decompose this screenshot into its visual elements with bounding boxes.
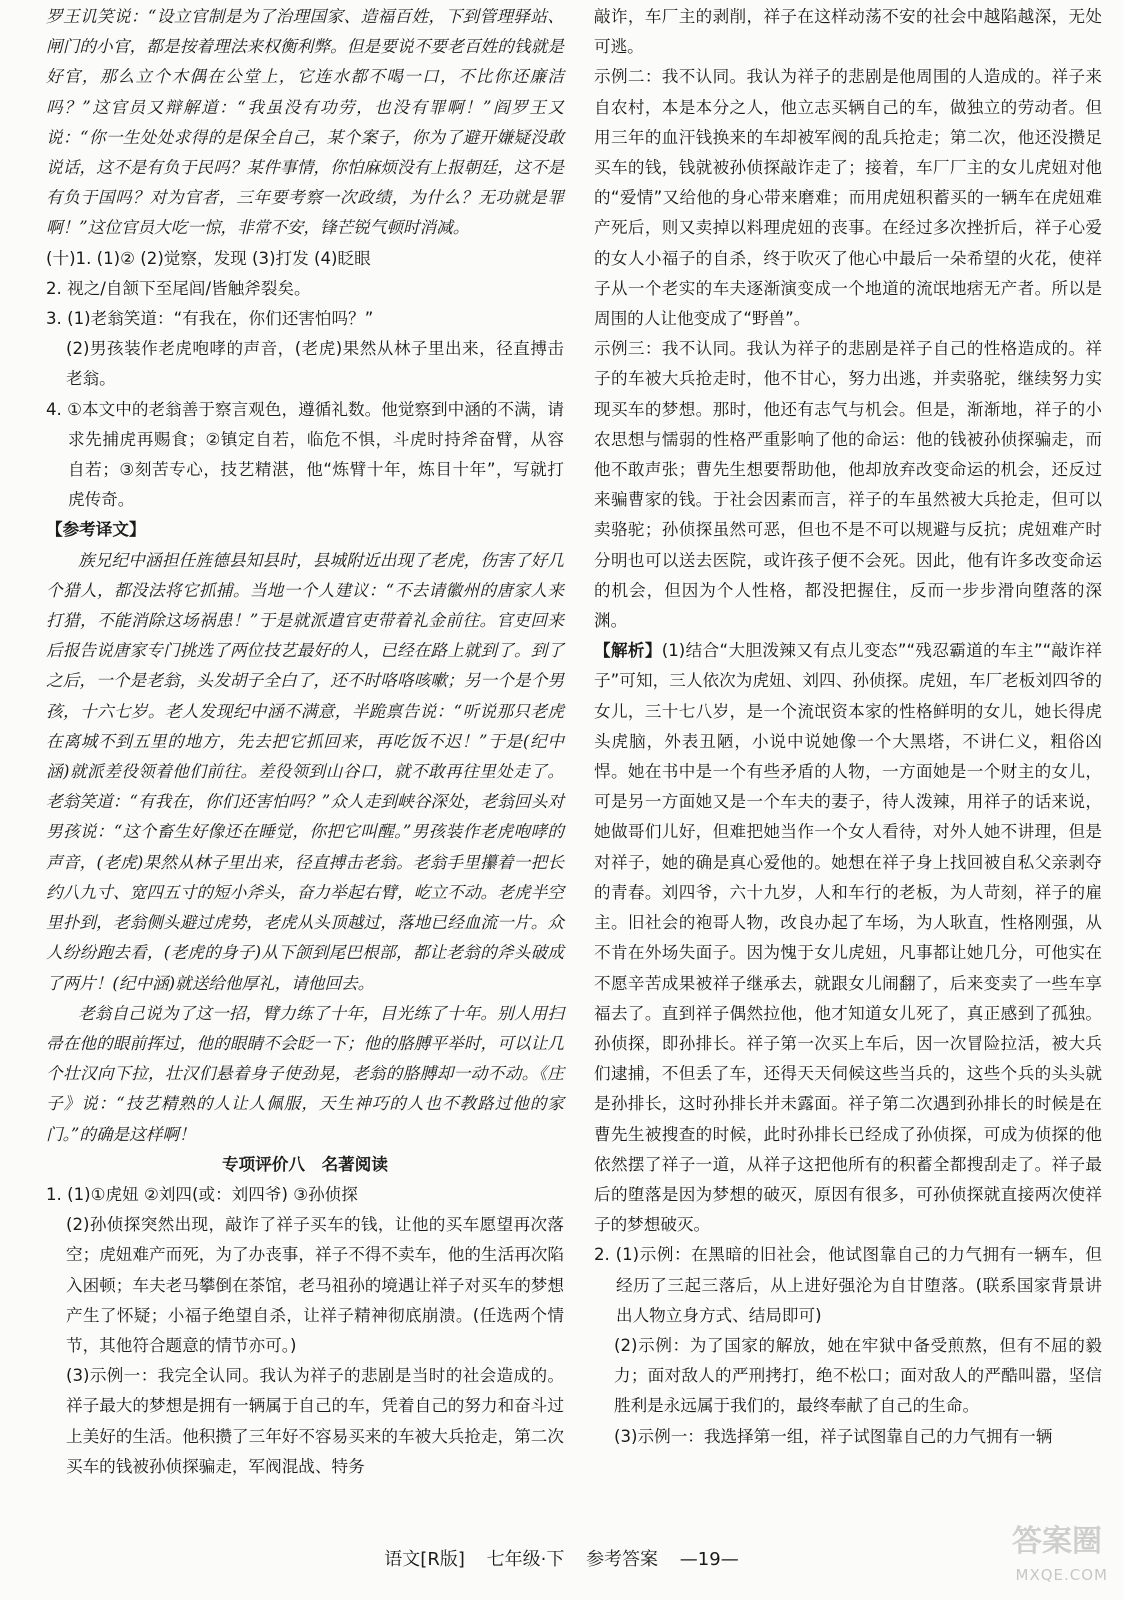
example2: 示例二：我不认同。我认为祥子的悲剧是他周围的人造成的。祥子来自农村，本是本分之人，他立志买辆自己的车，做独立的劳动者。但用三年的血汗钱换来的车却被军阀的乱兵抢走；第二次，他还没攒足买车的钱，钱就被孙侦探敲诈走了；接着，车厂厂主的女儿虎妞对他的“爱情”又给他的身心带来磨难；而用虎妞积蓄买的一辆车在虎妞难产死后，则又卖掉以料理虎妞的丧事。在经过多次挫折后，祥子心爱的女人小福子的自杀，终于吹灭了他心中最后一朵希望的火花，使祥子从一个老实的车夫逐渐演变成一个地道的流氓地痞无产者。所以是周围的人让他变成了“野兽”。 (594, 67, 1102, 329)
reference-translation-p1: 族兄纪中涵担任旌德县知县时，县城附近出现了老虎，伤害了好几个猎人，都没法将它抓捕。当地一个人建议：“不去请徽州的唐家人来打猎，不能消除这场祸患！”于是就派遣官吏带着礼金前往。官吏回来后报告说唐家专门挑选了两位技艺最好的人，已经在路上就到了。到了之后，一个是老翁，头发胡子全白了，还不时咯咯咳嗽；另一个是个男孩，十六七岁。老人发现纪中涵不满意，半跪禀告说：“听说那只老虎在离城不到五里的地方，先去把它抓回来，再吃饭不迟！”于是(纪中涵)就派差役领着他们前往。差役领到山谷口，就不敢再往里处走了。老翁笑道：“有我在，你们还害怕吗？”众人走到峡谷深处，老翁回头对男孩说：“这个畜生好像还在睡觉，你把它叫醒。”男孩装作老虎咆哮的声音，(老虎)果然从林子里出来，径直搏击老翁。老翁手里攥着一把长约八九寸、宽四五寸的短小斧头，奋力举起右臂，屹立不动。老虎半空里扑到，老翁侧头避过虎势，老虎从头顶越过，落地已经血流一片。众人纷纷跑去看，(老虎的身子)从下颌到尾巴根部，都让老翁的斧头破成了两片！(纪中涵)就送给他厚礼，请他回去。 (46, 550, 564, 993)
watermark-logo-text: 答案圈 (1012, 1524, 1102, 1559)
answer-10-3-1: 3. (1)老翁笑道：“有我在，你们还害怕吗？” (46, 309, 374, 329)
answer-1-1: 1. (1)①虎妞 ②刘四(或：刘四爷) ③孙侦探 (46, 1184, 358, 1204)
page-number: —19— (679, 1549, 739, 1570)
answer-10-2: 2. 视之/自颔下至尾闾/皆触斧裂矣。 (46, 278, 311, 298)
analysis-label: 【解析】 (594, 641, 662, 661)
answer-10-3-2: (2)男孩装作老虎咆哮的声音，(老虎)果然从林子里出来，径直搏击老翁。 (66, 339, 564, 389)
right-column (594, 2, 1102, 1452)
analysis-text: (1)结合“大胆泼辣又有点儿变态”“残忍霸道的车主”“敲诈祥子”可知，三人依次为虎妞、刘四、孙侦探。虎妞，车厂老板刘四爷的女儿，三十七八岁，是一个流氓资本家的性格鲜明的女儿，她长得虎头虎脑，外表丑陋，小说中说她像一个大黑塔，不讲仁义，粗俗凶悍。她在书中是一个有些矛盾的人物，一方面她是一个财主的女儿，可是另一方面她又是一个车夫的妻子，待人泼辣，用祥子的话来说，她做哥们儿好，但难把她当作一个女人看待，对外人她不讲理，但是对祥子，她的确是真心爱他的。她想在祥子身上找回被自私父亲剥夺的青春。刘四爷，六十九岁，人和车行的老板，为人苛刻，祥子的雇主。旧社会的袍哥人物，改良办起了车场，为人耿直，性格刚强，从不肯在外场失面子。因为愧于女儿虎妞，凡事都让她几分，可他实在不愿辛苦成果被祥子继承去，就跟女儿闹翻了，后来变卖了一些车享福去了。直到祥子偶然拉他，他才知道女儿死了，真正感到了孤独。孙侦探，即孙排长。祥子第一次买上车后，因一次冒险拉活，被大兵们逮捕，不但丢了车，还得天天伺候这些当兵的，这些个兵的头头就是孙排长，这时孙排长并未露面。祥子第二次遇到孙排长的时候是在曹先生被搜查的时候，此时孙排长已经成了孙侦探，可成为侦探的他依然摆了祥子一道，从祥子这把他所有的积蓄全都搜刮走了。祥子最后的堕落是因为梦想的破灭，原因有很多，可孙侦探就直接两次使祥子的梦想破灭。 (594, 641, 1102, 1235)
answer-1-2: (2)孙侦探突然出现，敲诈了祥子买车的钱，让他的买车愿望再次落空；虎妞难产而死，为了办丧事，祥子不得不卖车，他的生活再次陷入困顿；车夫老马攀倒在茶馆，老马祖孙的境遇让祥子对买车的梦想产生了怀疑；小福子绝望自杀，让祥子精神彻底崩溃。(任选两个情节，其他符合题意的情节亦可。) (66, 1215, 564, 1355)
answer-1-3-example1: (3)示例一：我完全认同。我认为祥子的悲剧是当时的社会造成的。祥子最大的梦想是拥有一辆属于自己的车，凭着自己的努力和奋斗过上美好的生活。他积攒了三年好不容易买来的车被大兵抢走，第二次买车的钱被孙侦探骗走，军阀混战、特务 (66, 1366, 564, 1476)
answer-10-4: 4. ①本文中的老翁善于察言观色，遵循礼数。他觉察到中涵的不满，请求先捕虎再赐食；②镇定自若，临危不惧，斗虎时持斧奋臂，从容自若；③刻苦专心，技艺精湛，他“炼臂十年，炼目十年”，写就打虎传奇。 (46, 399, 564, 510)
example3: 示例三：我不认同。我认为祥子的悲剧是祥子自己的性格造成的。祥子的车被大兵抢走时，他不甘心，努力出逃，并卖骆驼，继续努力实现买车的梦想。那时，他还有志气与机会。但是，渐渐地，祥子的小农思想与懦弱的性格严重影响了他的命运：他的钱被孙侦探骗走，而他不敢声张；曹先生想要帮助他，他却放弃改变命运的机会，还反过来骗曹家的钱。于社会因素而言，祥子的车虽然被大兵抢走，但可以卖骆驼；孙侦探虽然可恶，但也不是不可以规避与反抗；虎妞难产时分明也可以送去医院，或许孩子便不会死。因此，他有许多改变命运的机会，但因为个人性格，都没把握住，反而一步步滑向堕落的深渊。 (594, 339, 1102, 631)
analysis (594, 636, 1102, 1240)
translation-continued: 罗王讥笑说：“设立官制是为了治理国家、造福百姓，下到管理驿站、闸门的小官，都是按着理法来权衡利弊。但是要说不要老百姓的钱就是好官，那么立个木偶在公堂上，它连水都不喝一口，不比你还廉洁吗？”这官员又辩解道：“我虽没有功劳，也没有罪啊！”阎罗王又说：“你一生处处求得的是保全自己，某个案子，你为了避开嫌疑没敢说话，这不是有负于民吗？某件事情，你怕麻烦没有上报朝廷，这不是有负于国吗？对为官者，三年要考察一次政绩，为什么？无功就是罪啊！”这位官员大吃一惊，非常不安，锋芒锐气顿时消减。 (46, 7, 564, 238)
answer-10-1: (十)1. (1)② (2)觉察，发现 (3)打发 (4)眨眼 (46, 248, 371, 268)
page-footer (0, 1545, 1123, 1571)
watermark-site: MXQE.COM (1015, 1566, 1108, 1584)
footer-grade: 七年级·下 (486, 1549, 565, 1570)
reference-translation-heading: 【参考译文】 (46, 520, 146, 540)
footer-subject: 语文[R版] (384, 1549, 465, 1570)
example1-continued: 敲诈，车厂主的剥削，祥子在这样动荡不安的社会中越陷越深，无处可逃。 (594, 7, 1102, 57)
answer-2-3: (3)示例一：我选择第一组，祥子试图靠自己的力气拥有一辆 (614, 1426, 1053, 1446)
watermark-logo (968, 1512, 1108, 1588)
left-column (46, 2, 564, 1482)
answer-2-2: (2)示例：为了国家的解放，她在牢狱中备受煎熬，但有不屈的毅力；面对敌人的严刑拷打，绝不松口；面对敌人的严酷叫嚣，坚信胜利是永远属于我们的，最终奉献了自己的生命。 (614, 1335, 1102, 1416)
footer-label: 参考答案 (586, 1549, 659, 1570)
answer-2-1: 2. (1)示例：在黑暗的旧社会，他试图靠自己的力气拥有一辆车，但经历了三起三落后，从上进好强沦为自甘堕落。(联系国家背景讲出人物立身方式、结局即可) (594, 1245, 1102, 1325)
reference-translation-p2: 老翁自己说为了这一招，臂力练了十年，目光练了十年。别人用扫帚在他的眼前挥过，他的眼睛不会眨一下；他的胳膊平举时，可以让几个壮汉向下拉，壮汉们悬着身子使劲晃，老翁的胳膊却一动不动。《庄子》说：“技艺精熟的人让人佩服，天生神巧的人也不教路过他的家门。”的确是这样啊！ (46, 1003, 564, 1144)
section-title: 专项评价八 名著阅读 (222, 1154, 388, 1174)
